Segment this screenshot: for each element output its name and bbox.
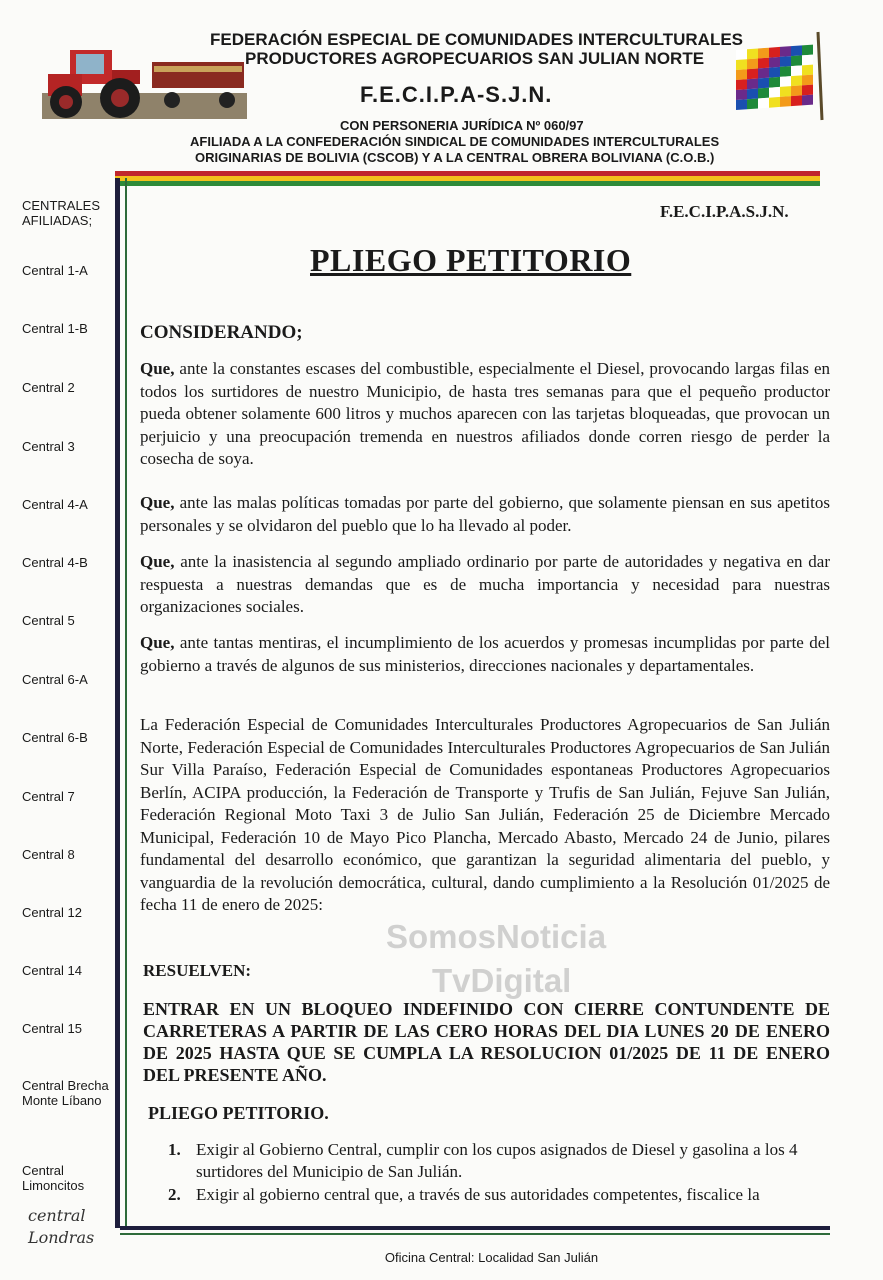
considerando-paragraph	[140, 492, 830, 537]
resuelven-text: ENTRAR EN UN BLOQUEO INDEFINIDO CON CIERRE CONTUNDENTE DE CARRETERAS A PARTIR DE LAS CERO HORAS DEL DIA LUNES 20 DE ENERO DE 2025 HASTA QUE SE CUMPLA LA RESOLUCION 01/2025 DE 11 DE ENERO DEL PRESENTE AÑO.	[143, 999, 830, 1085]
federation-name-line1: FEDERACIÓN ESPECIAL DE COMUNIDADES INTERCULTURALES	[210, 30, 744, 49]
stripe-green	[115, 181, 820, 186]
frame-left-border	[115, 178, 120, 1228]
paragraph-text: ante las malas políticas tomadas por parte del gobierno, que solamente piensan en sus apetitos personales y se olvidaron del pueblo que lo ha llevado al poder.	[140, 493, 830, 535]
document-title: PLIEGO PETITORIO	[310, 242, 632, 278]
document-code: F.E.C.I.P.A.S.J.N.	[660, 202, 789, 221]
affiliation-line2: ORIGINARIAS DE BOLIVIA (CSCOB) Y A LA CENTRAL OBRERA BOLIVIANA (C.O.B.)	[195, 150, 715, 165]
sidebar-item: Central Limoncitos	[22, 1163, 85, 1193]
sidebar-item: Central 6-B	[22, 730, 88, 745]
paragraph-text: ante la constantes escases del combustible, especialmente el Diesel, provocando largas filas en todos los surtidores de nuestro Municipio, de hasta tres semanas para que el pequeño productor pueda obtener solamente 600 litros y muchos aparecen con las tarjetas bloqueadas, que provocan un perjuicio y una preocupación tremenda en nuestros afiliados donde corren riesgo de perder la cosecha de soya.	[140, 359, 830, 468]
paragraph-text: ante la inasistencia al segundo ampliado ordinario por parte de autoridades y negativa en dar respuesta a nuestras demandas que es de mucha importancia y necesidad para nuestras organizaciones sociales.	[140, 552, 830, 616]
petition-item	[168, 1139, 830, 1183]
petition-text: Exigir al gobierno central que, a través de sus autoridades competentes, fiscalice la	[196, 1185, 760, 1204]
sidebar-item: Central 5	[22, 613, 75, 628]
watermark-line1: SomosNoticia	[386, 918, 607, 955]
sidebar-item: Central 6-A	[22, 672, 88, 687]
petition-number: 1.	[168, 1140, 181, 1159]
footer-address: Oficina Central: Localidad San Julián	[384, 1250, 599, 1265]
tractor-logo	[42, 38, 247, 122]
sidebar-title: CENTRALES AFILIADAS;	[22, 198, 101, 228]
paragraph-text: ante tantas mentiras, el incumplimiento de los acuerdos y promesas incumplidas por parte del gobierno a través de algunos de sus ministerios, direcciones nacionales y departamentales.	[140, 633, 830, 675]
sidebar-item: Central 12	[22, 905, 82, 920]
sidebar-item: Central 2	[22, 380, 75, 395]
paragraph-lead: Que,	[140, 633, 175, 652]
resuelven-heading: RESUELVEN:	[143, 961, 252, 980]
paragraph-lead: Que,	[140, 493, 175, 512]
affiliation-line1: AFILIADA A LA CONFEDERACIÓN SINDICAL DE COMUNIDADES INTERCULTURALES	[190, 134, 720, 149]
sidebar-item: Central 3	[22, 439, 75, 454]
petition-number: 2.	[168, 1185, 181, 1204]
pliego-subheading: PLIEGO PETITORIO.	[148, 1103, 329, 1123]
paragraph-lead: Que,	[140, 552, 175, 571]
federation-name-line2: PRODUCTORES AGROPECUARIOS SAN JULIAN NORTE	[245, 49, 705, 68]
sidebar-item: Central 4-B	[22, 555, 88, 570]
sidebar-item: Central 1-B	[22, 321, 88, 336]
federations-paragraph: La Federación Especial de Comunidades Interculturales Productores Agropecuarios de San Julián Norte, Federación Especial de Comunidades Interculturales Productores Agropecuarios de San Julián Sur Villa Paraíso, Federación Especial de Comunidades espontaneas Productores Agropecuarios Berlín, ACIPA producción, la Federación de Transporte y Trufis de San Julián, Fejuve San Julián, Federación Regional Moto Taxi 3 de Julio San Julián, Federación 25 de Diciembre Mercado Municipal, Federación 10 de Mayo Pico Plancha, Mercado Abasto, Mercado 24 de Junio, pilares fundamental del desarrollo económico, que garantizan la seguridad alimentaria del pueblo, y vanguardia de la revolución democrática, cultural, dando cumplimiento a la Resolución 01/2025 de fecha 11 de enero de 2025:	[140, 715, 830, 914]
handwritten-note: central Londras	[28, 1206, 95, 1247]
considerando-paragraph	[140, 358, 830, 471]
sidebar-item: Central 4-A	[22, 497, 88, 512]
sidebar-item: Central 1-A	[22, 263, 88, 278]
frame-bottom-inner-border	[120, 1233, 830, 1235]
sidebar-item: Central 8	[22, 847, 75, 862]
sidebar-item: Central 14	[22, 963, 82, 978]
considerando-paragraph	[140, 551, 830, 619]
federation-acronym: F.E.C.I.P.A-S.J.N.	[360, 82, 553, 107]
petition-text: Exigir al Gobierno Central, cumplir con los cupos asignados de Diesel y gasolina a los 4 surtidores del Municipio de San Julián.	[196, 1140, 798, 1181]
legal-status: CON PERSONERIA JURÍDICA Nº 060/97	[340, 118, 584, 133]
frame-left-inner-border	[125, 178, 127, 1228]
watermark-line2: TvDigital	[432, 962, 572, 999]
sidebar-item: Central 15	[22, 1021, 82, 1036]
sidebar-item: Central Brecha Monte Líbano	[22, 1078, 109, 1108]
considerando-paragraph	[140, 632, 830, 677]
paragraph-lead: Que,	[140, 359, 175, 378]
petition-item	[168, 1184, 830, 1206]
frame-bottom-border	[120, 1226, 830, 1230]
sidebar-item: Central 7	[22, 789, 75, 804]
considerando-heading: CONSIDERANDO;	[140, 322, 303, 343]
